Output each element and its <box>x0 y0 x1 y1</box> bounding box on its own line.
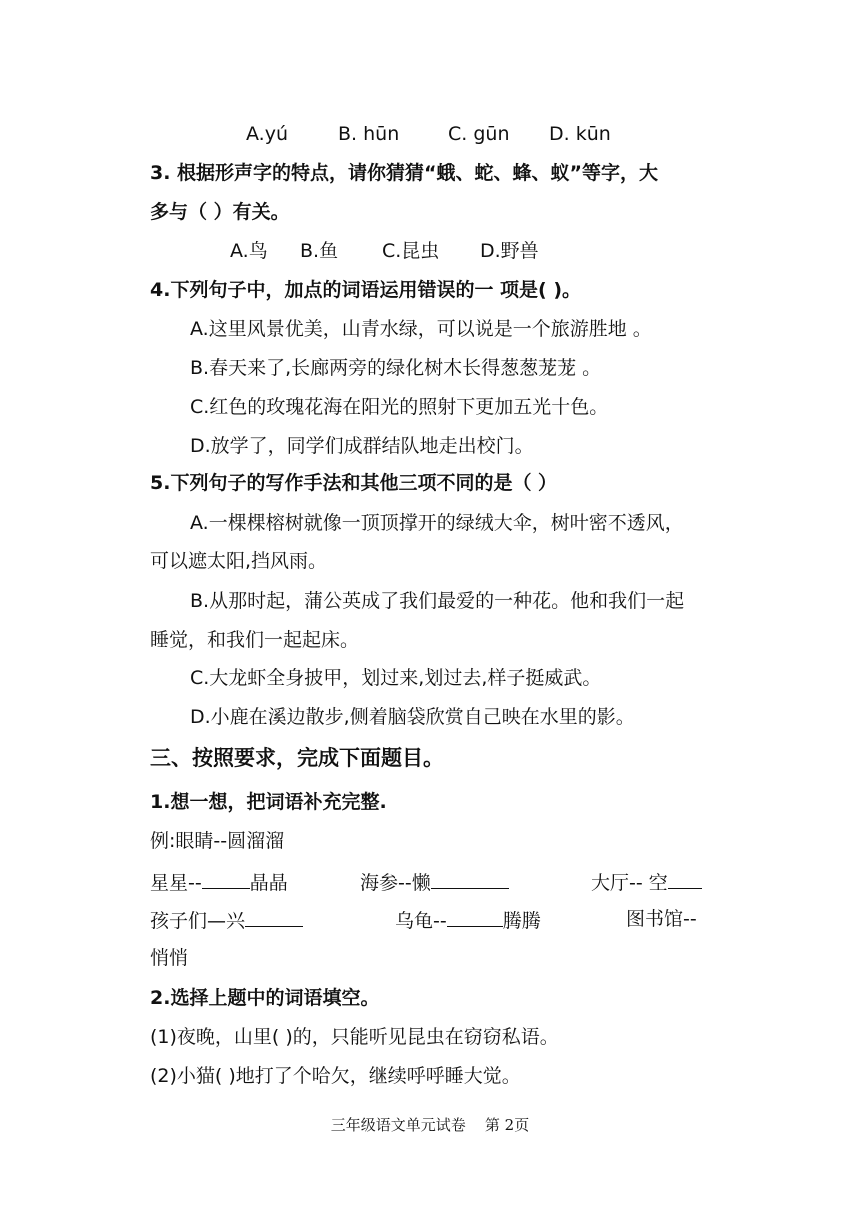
word-fill-qiaoqiao: 悄悄 <box>150 947 189 969</box>
q3-stem-line2: 多与（ ）有关。 <box>150 201 290 223</box>
q3-option-b: B.鱼 <box>300 240 339 262</box>
word-prefix: 大厅-- 空 <box>591 872 668 894</box>
q4-stem: 4.下列句子中，加点的词语运用错误的一 项是( )。 <box>150 279 582 301</box>
s3-q2-stem: 2.选择上题中的词语填空。 <box>150 987 380 1009</box>
q3-option-c: C.昆虫 <box>382 240 440 262</box>
q5-option-b-line2: 睡觉，和我们一起起床。 <box>150 629 360 651</box>
q3-option-d: D.野兽 <box>480 240 539 262</box>
word-fill-xingxing <box>150 868 288 896</box>
q4-option-d: D.放学了，同学们成群结队地走出校门。 <box>190 435 534 457</box>
q4-option-b: B.春天来了,长廊两旁的绿化树木长得葱葱茏茏 。 <box>190 357 602 379</box>
q3-option-a: A.鸟 <box>230 240 268 262</box>
word-fill-dating <box>591 868 702 896</box>
q3-stem-line1: 3. 根据形声字的特点，请你猜猜“蛾、蛇、蜂、蚁”等字，大 <box>150 162 659 184</box>
word-fill-tushuguan <box>626 906 712 932</box>
s3-q1-stem: 1.想一想，把词语补充完整. <box>150 791 387 813</box>
fill-blank[interactable] <box>447 906 503 927</box>
footer-exam-title: 三年级语文单元试卷 <box>330 1116 466 1134</box>
fill-blank[interactable] <box>431 868 509 889</box>
q5-option-b-line1: B.从那时起，蒲公英成了我们最爱的一种花。他和我们一起 <box>190 590 685 612</box>
fill-blank[interactable] <box>245 906 303 927</box>
q4-option-a: A.这里风景优美，山青水绿，可以说是一个旅游胜地 。 <box>190 318 652 340</box>
word-prefix: 海参--懒 <box>360 872 431 894</box>
q5-option-d: D.小鹿在溪边散步,侧着脑袋欣赏自己映在水里的影。 <box>190 706 635 728</box>
word-prefix: 乌龟-- <box>395 910 447 932</box>
q5-option-c: C.大龙虾全身披甲，划过来,划过去,样子挺威武。 <box>190 667 602 689</box>
q5-stem: 5.下列句子的写作手法和其他三项不同的是（ ） <box>150 472 558 494</box>
word-fill-haizimen <box>150 906 303 934</box>
q2-option-a: A.yú <box>246 123 288 145</box>
word-prefix: 星星-- <box>150 872 202 894</box>
word-prefix: 图书馆-- <box>626 908 697 930</box>
q2-option-b: B. hūn <box>338 123 400 145</box>
q2-option-c: C. gūn <box>448 123 510 145</box>
word-prefix: 孩子们—兴 <box>150 910 246 932</box>
fill-blank[interactable] <box>202 868 250 889</box>
q5-option-a-line1: A.一棵棵榕树就像一顶顶撑开的绿绒大伞，树叶密不透风， <box>190 512 684 534</box>
s3-example: 例:眼睛--圆溜溜 <box>150 830 285 852</box>
section-3-title: 三、按照要求，完成下面题目。 <box>150 746 444 770</box>
fill-blank[interactable] <box>668 868 702 889</box>
s3-q2-sentence-1: (1)夜晚，山里( )的，只能听见昆虫在窃窃私语。 <box>150 1026 559 1048</box>
word-suffix: 腾腾 <box>502 910 541 932</box>
q2-option-d: D. kūn <box>549 123 611 145</box>
word-fill-haishen <box>360 868 509 896</box>
footer-page-number: 第 2页 <box>484 1116 530 1134</box>
word-suffix: 晶晶 <box>249 872 288 894</box>
word-fill-wugui <box>395 906 541 934</box>
q4-option-c: C.红色的玫瑰花海在阳光的照射下更加五光十色。 <box>190 396 609 418</box>
s3-q2-sentence-2: (2)小猫( )地打了个哈欠，继续呼呼睡大觉。 <box>150 1065 521 1087</box>
q5-option-a-line2: 可以遮太阳,挡风雨。 <box>150 550 328 572</box>
page-footer <box>0 1114 860 1135</box>
